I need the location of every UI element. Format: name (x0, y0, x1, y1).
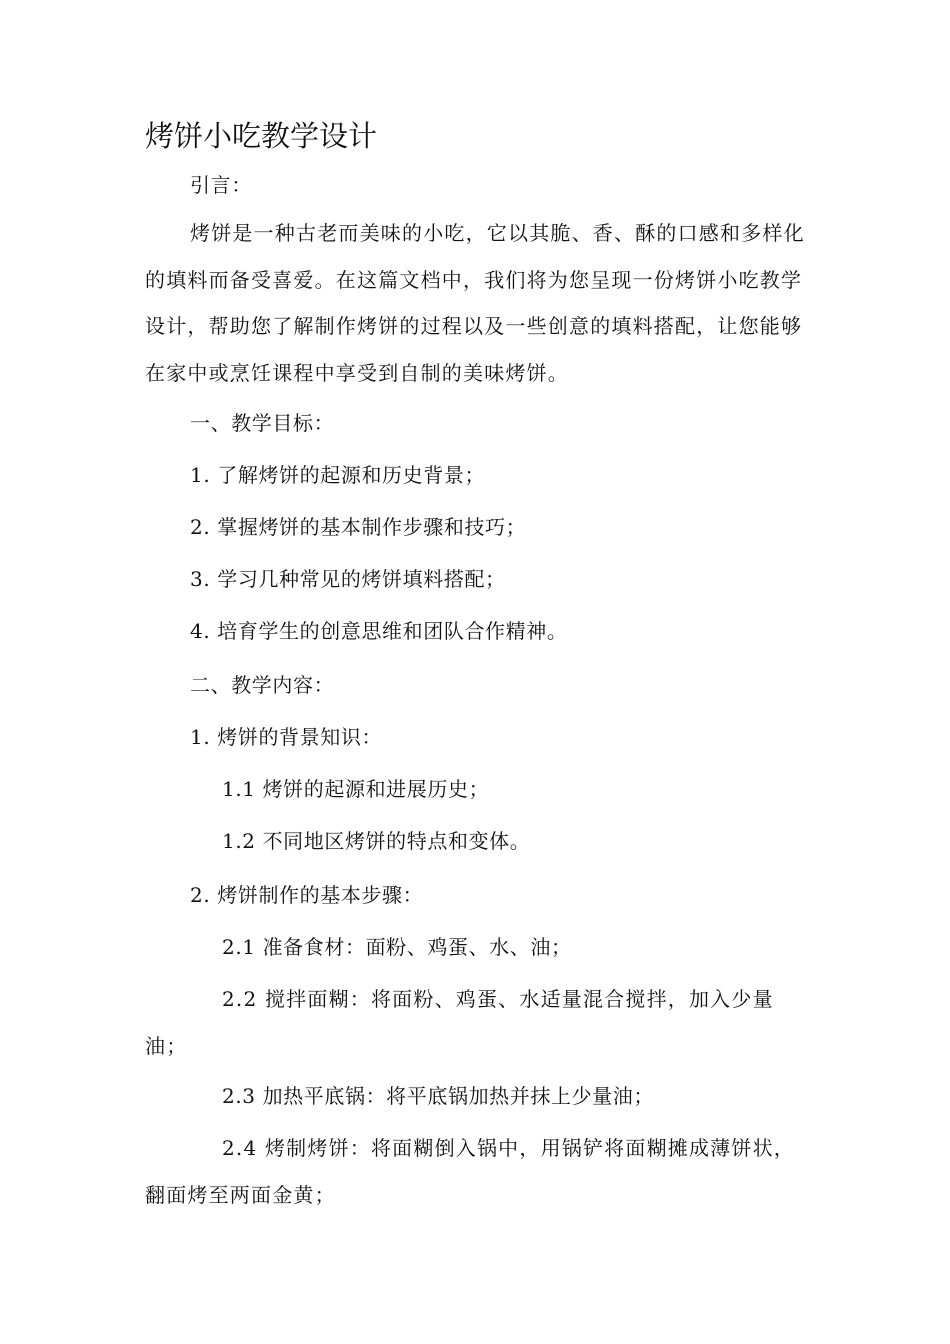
content-sub-item-1-1: 1.1 烤饼的起源和进展历史； (222, 777, 490, 801)
content-sub-item-2-3: 2.3 加热平底锅：将平底锅加热并抹上少量油； (222, 1084, 654, 1108)
content-item-1: 1. 烤饼的背景知识： (190, 725, 383, 749)
content-sub-item-2-2: 2.2 搅拌面糊：将面粉、鸡蛋、水适量混合搅拌，加入少量油； (145, 987, 774, 1058)
section-2-heading: 二、教学内容： (190, 673, 335, 697)
intro-paragraph: 烤饼是一种古老而美味的小吃，它以其脆、香、酥的口感和多样化的填料而备受喜爱。在这篇文档中，我们将为您呈现一份烤饼小吃教学设计，帮助您了解制作烤饼的过程以及一些创意的填料搭配，让您能够在家中或烹饪课程中享受到自制的美味烤饼。 (145, 221, 805, 385)
content-sub-item-2-1: 2.1 准备食材：面粉、鸡蛋、水、油； (222, 935, 572, 959)
objective-item-3: 3. 学习几种常见的烤饼填料搭配； (190, 567, 506, 591)
intro-label: 引言： (190, 173, 252, 197)
objective-item-2: 2. 掌握烤饼的基本制作步骤和技巧； (190, 515, 527, 539)
content-sub-item-1-2: 1.2 不同地区烤饼的特点和变体。 (222, 829, 531, 853)
content-sub-item-2-4: 2.4 烤制烤饼：将面糊倒入锅中，用锅铲将面糊摊成薄饼状，翻面烤至两面金黄； (145, 1136, 795, 1207)
content-item-2: 2. 烤饼制作的基本步骤： (190, 883, 424, 907)
section-1-heading: 一、教学目标： (190, 411, 335, 435)
objective-item-4: 4. 培育学生的创意思维和团队合作精神。 (190, 619, 568, 643)
document-title: 烤饼小吃教学设计 (145, 119, 378, 153)
objective-item-1: 1. 了解烤饼的起源和历史背景； (190, 463, 486, 487)
